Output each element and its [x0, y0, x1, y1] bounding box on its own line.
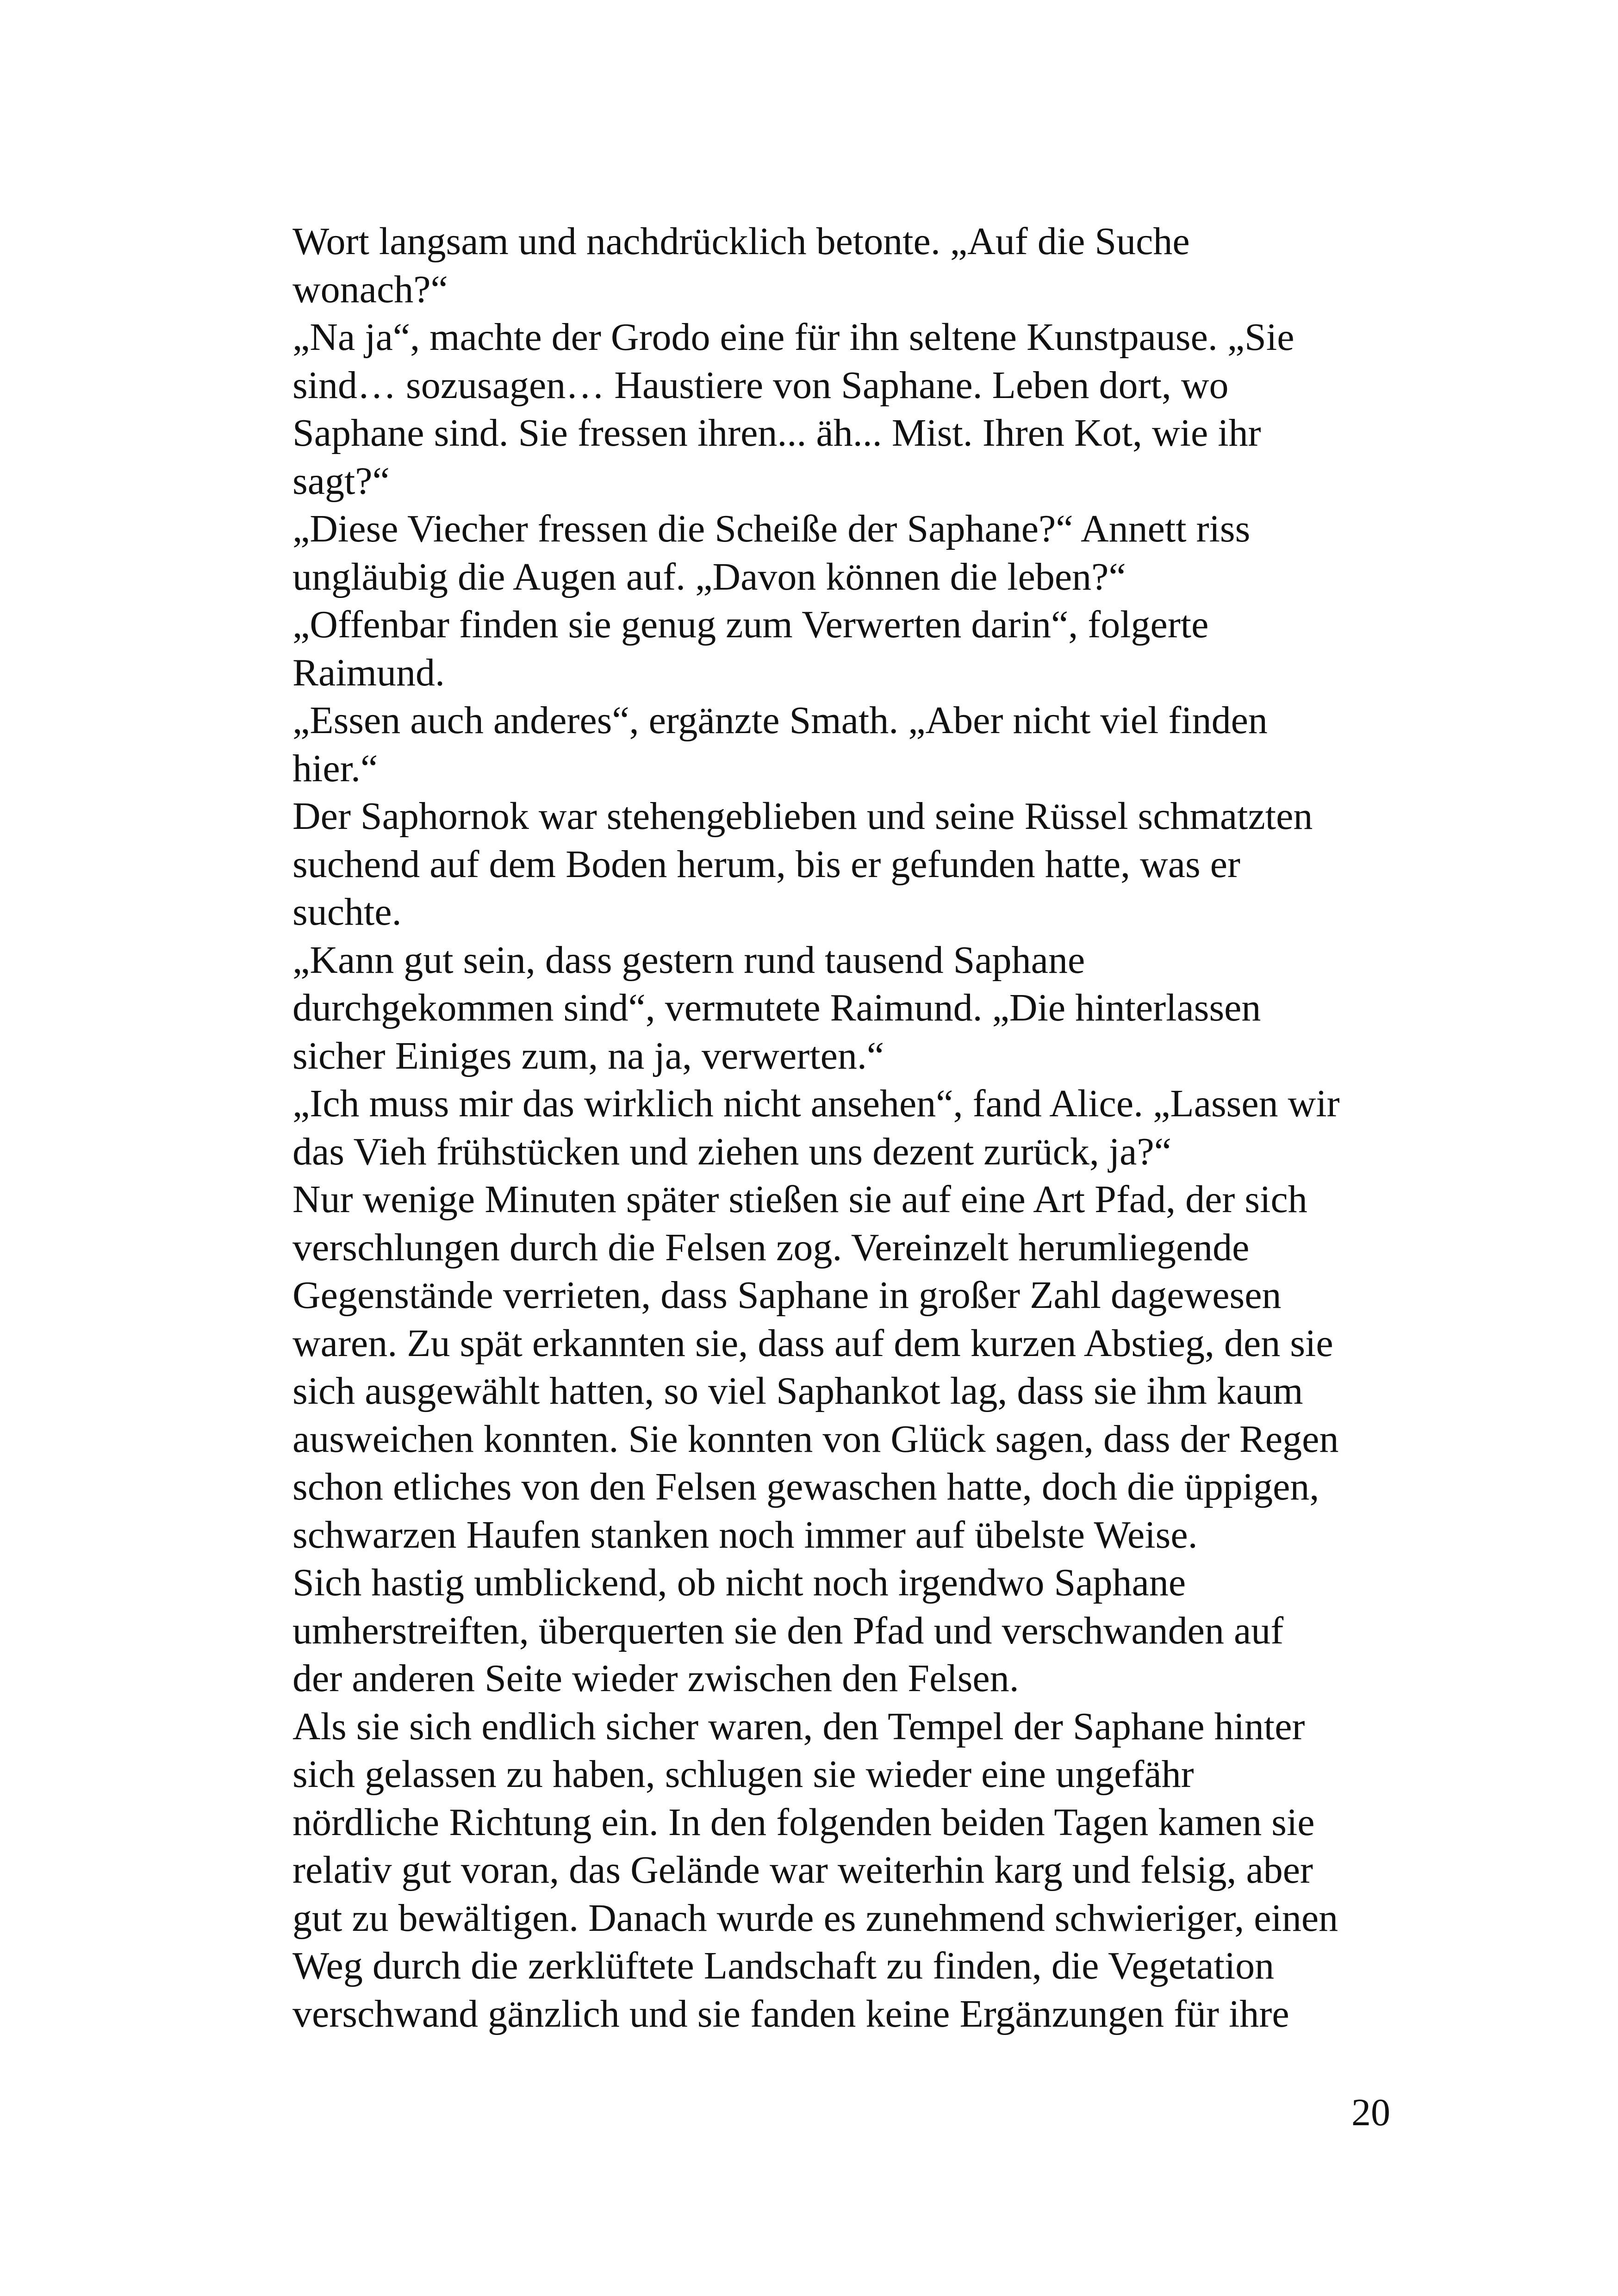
text-line: ungläubig die Augen auf. „Davon können die leben?“ [292, 555, 1126, 598]
text-line: Wort langsam und nachdrücklich betonte. „Auf die Suche [292, 220, 1190, 263]
text-line: sind… sozusagen… Haustiere von Saphane. Leben dort, wo [292, 363, 1229, 407]
body-text [292, 218, 1422, 2038]
text-line: „Ich muss mir das wirklich nicht ansehen“, fand Alice. „Lassen wir [292, 1082, 1340, 1125]
text-line: „Kann gut sein, dass gestern rund tausend Saphane [292, 938, 1085, 982]
text-line: sagt?“ [292, 459, 390, 503]
text-line: „Essen auch anderes“, ergänzte Smath. „Aber nicht viel finden [292, 699, 1268, 742]
text-line: Der Saphornok war stehengeblieben und seine Rüssel schmatzten [292, 795, 1313, 838]
text-line: Weg durch die zerklüftete Landschaft zu finden, die Vegetation [292, 1944, 1275, 1987]
text-line: „Diese Viecher fressen die Scheiße der Saphane?“ Annett riss [292, 507, 1251, 550]
text-line: waren. Zu spät erkannten sie, dass auf dem kurzen Abstieg, den sie [292, 1321, 1333, 1365]
text-line: sich ausgewählt hatten, so viel Saphankot lag, dass sie ihm kaum [292, 1369, 1303, 1412]
text-line: verschwand gänzlich und sie fanden keine Ergänzungen für ihre [292, 1992, 1289, 2035]
text-line: das Vieh frühstücken und ziehen uns dezent zurück, ja?“ [292, 1130, 1172, 1173]
text-line: Raimund. [292, 651, 445, 694]
text-line: hier.“ [292, 747, 378, 790]
text-line: wonach?“ [292, 268, 448, 311]
text-line: Nur wenige Minuten später stießen sie auf eine Art Pfad, der sich [292, 1178, 1307, 1221]
text-line: durchgekommen sind“, vermutete Raimund. „Die hinterlassen [292, 986, 1261, 1029]
text-line: umherstreiften, überquerten sie den Pfad und verschwanden auf [292, 1609, 1284, 1652]
text-line: Saphane sind. Sie fressen ihren... äh... Mist. Ihren Kot, wie ihr [292, 411, 1261, 454]
text-line: Gegenstände verrieten, dass Saphane in großer Zahl dagewesen [292, 1274, 1282, 1317]
text-line: ausweichen konnten. Sie konnten von Glück sagen, dass der Regen [292, 1417, 1339, 1461]
text-line: suchte. [292, 890, 402, 933]
text-line: schwarzen Haufen stanken noch immer auf übelste Weise. [292, 1513, 1198, 1556]
text-line: nördliche Richtung ein. In den folgenden beiden Tagen kamen sie [292, 1800, 1315, 1844]
text-line: schon etliches von den Felsen gewaschen hatte, doch die üppigen, [292, 1465, 1319, 1508]
text-line: „Na ja“, machte der Grodo eine für ihn seltene Kunstpause. „Sie [292, 316, 1294, 359]
text-line: der anderen Seite wieder zwischen den Felsen. [292, 1657, 1019, 1700]
text-line: verschlungen durch die Felsen zog. Vereinzelt herumliegende [292, 1226, 1250, 1269]
text-line: relativ gut voran, das Gelände war weiterhin karg und felsig, aber [292, 1848, 1313, 1892]
text-line: „Offenbar finden sie genug zum Verwerten darin“, folgerte [292, 603, 1209, 646]
text-line: Sich hastig umblickend, ob nicht noch irgendwo Saphane [292, 1561, 1186, 1604]
page-number: 20 [1351, 2091, 1390, 2134]
text-line: sich gelassen zu haben, schlugen sie wieder eine ungefähr [292, 1753, 1194, 1796]
text-line: suchend auf dem Boden herum, bis er gefunden hatte, was er [292, 842, 1240, 886]
text-line: gut zu bewältigen. Danach wurde es zunehmend schwieriger, einen [292, 1896, 1338, 1940]
text-line: sicher Einiges zum, na ja, verwerten.“ [292, 1034, 884, 1077]
text-line: Als sie sich endlich sicher waren, den Tempel der Saphane hinter [292, 1705, 1305, 1748]
